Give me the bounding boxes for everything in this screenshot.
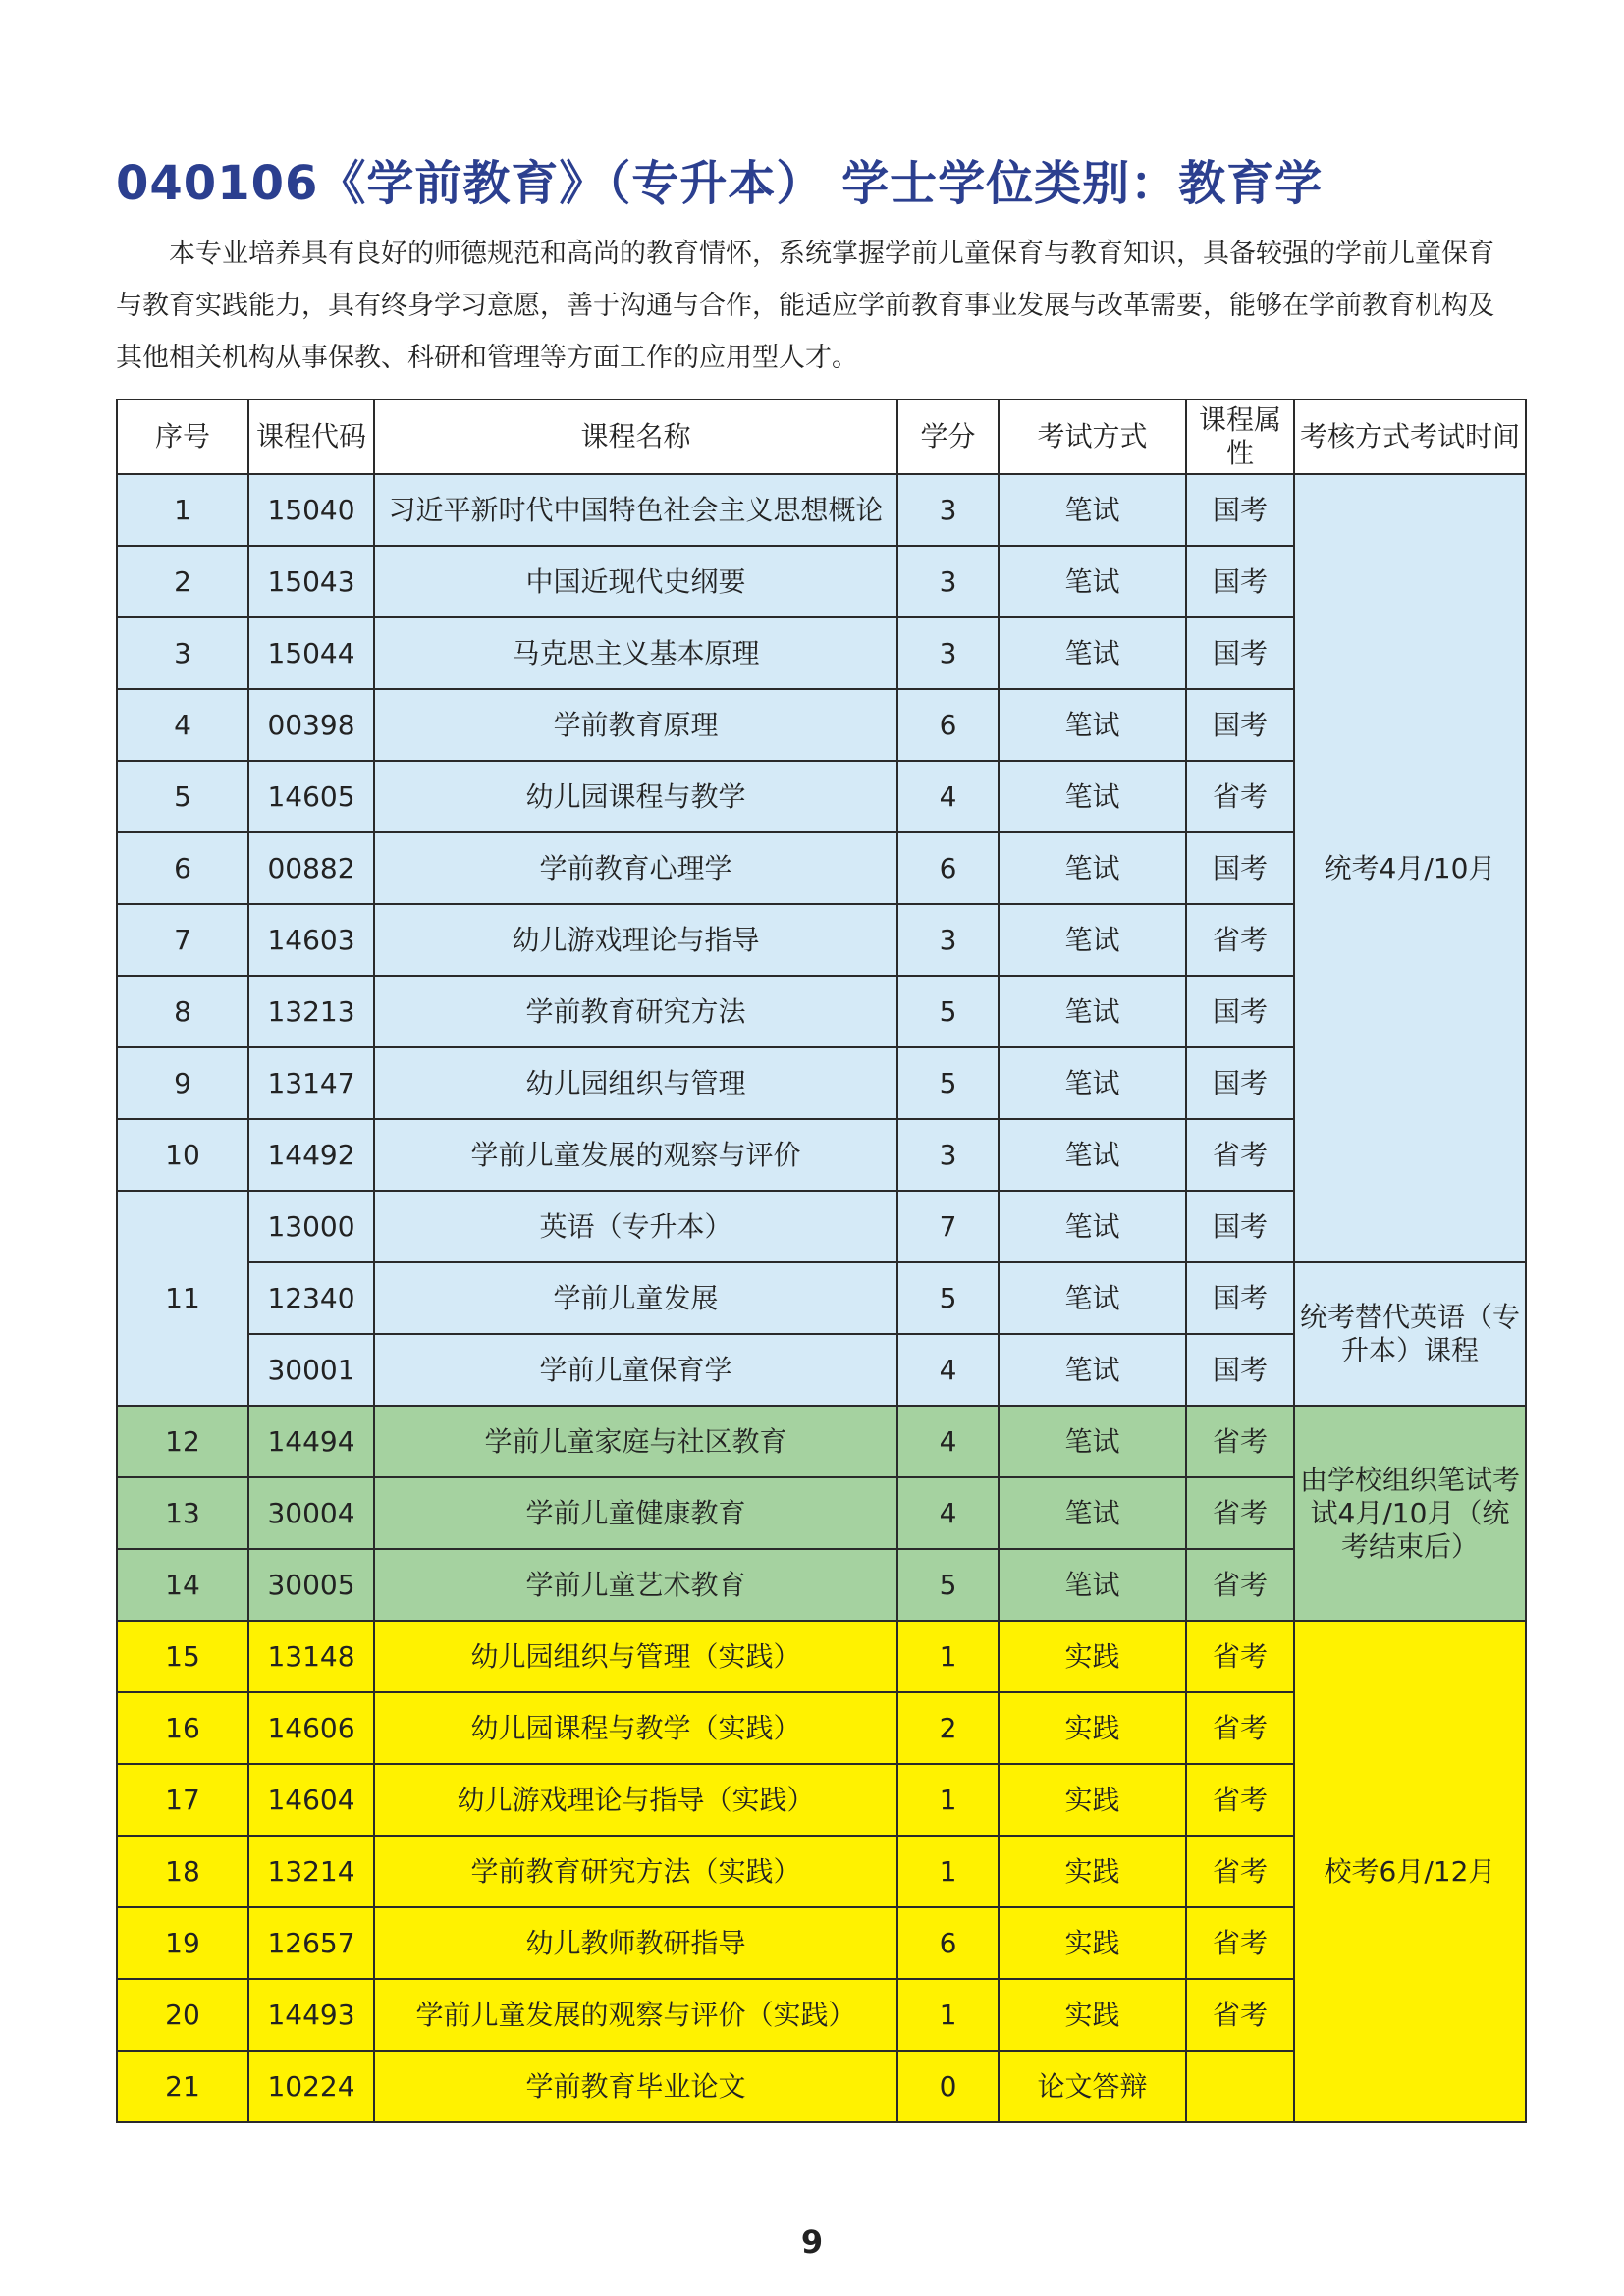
cell-no: 5	[117, 761, 248, 832]
cell-attr: 国考	[1186, 832, 1294, 904]
cell-attr: 省考	[1186, 761, 1294, 832]
cell-attr	[1186, 2051, 1294, 2122]
cell-attr: 国考	[1186, 617, 1294, 689]
cell-name: 学前儿童发展	[374, 1262, 897, 1334]
page-title: 040106《学前教育》（专升本） 学士学位类别：教育学	[116, 156, 1324, 211]
cell-name: 幼儿园课程与教学（实践）	[374, 1692, 897, 1764]
header-attr: 课程属性	[1186, 400, 1294, 474]
assess-school-exam: 校考6月/12月	[1294, 1621, 1526, 2122]
cell-name: 学前儿童保育学	[374, 1334, 897, 1406]
cell-no: 12	[117, 1406, 248, 1477]
cell-code: 14606	[248, 1692, 374, 1764]
cell-name: 学前儿童艺术教育	[374, 1549, 897, 1621]
cell-exam: 笔试	[999, 474, 1186, 546]
cell-no: 9	[117, 1047, 248, 1119]
cell-exam: 论文答辩	[999, 2051, 1186, 2122]
cell-credit: 1	[897, 1979, 999, 2051]
cell-name: 马克思主义基本原理	[374, 617, 897, 689]
cell-exam: 笔试	[999, 617, 1186, 689]
cell-attr: 省考	[1186, 1979, 1294, 2051]
cell-exam: 实践	[999, 1907, 1186, 1979]
cell-credit: 3	[897, 904, 999, 976]
cell-credit: 1	[897, 1836, 999, 1907]
cell-exam: 笔试	[999, 1334, 1186, 1406]
cell-attr: 国考	[1186, 976, 1294, 1047]
cell-exam: 实践	[999, 1836, 1186, 1907]
cell-name: 幼儿园组织与管理（实践）	[374, 1621, 897, 1692]
cell-code: 30001	[248, 1334, 374, 1406]
cell-no: 21	[117, 2051, 248, 2122]
cell-name: 英语（专升本）	[374, 1191, 897, 1262]
cell-name: 学前教育研究方法（实践）	[374, 1836, 897, 1907]
cell-exam: 笔试	[999, 546, 1186, 617]
cell-name: 幼儿园课程与教学	[374, 761, 897, 832]
cell-name: 学前教育原理	[374, 689, 897, 761]
cell-code: 14605	[248, 761, 374, 832]
cell-code: 15044	[248, 617, 374, 689]
cell-name: 学前教育毕业论文	[374, 2051, 897, 2122]
cell-name: 学前儿童健康教育	[374, 1477, 897, 1549]
cell-code: 30004	[248, 1477, 374, 1549]
page-number: 9	[800, 2223, 824, 2261]
cell-code: 15043	[248, 546, 374, 617]
header-name: 课程名称	[374, 400, 897, 474]
cell-credit: 3	[897, 1119, 999, 1191]
cell-name: 学前儿童发展的观察与评价	[374, 1119, 897, 1191]
cell-no: 13	[117, 1477, 248, 1549]
cell-code: 14603	[248, 904, 374, 976]
cell-name: 学前儿童发展的观察与评价（实践）	[374, 1979, 897, 2051]
cell-code: 14493	[248, 1979, 374, 2051]
cell-no: 16	[117, 1692, 248, 1764]
cell-attr: 省考	[1186, 1549, 1294, 1621]
cell-attr: 国考	[1186, 689, 1294, 761]
cell-code: 12340	[248, 1262, 374, 1334]
cell-name: 幼儿教师教研指导	[374, 1907, 897, 1979]
cell-code: 13148	[248, 1621, 374, 1692]
cell-no: 18	[117, 1836, 248, 1907]
table-header-row	[117, 400, 1526, 474]
cell-credit: 3	[897, 617, 999, 689]
cell-exam: 笔试	[999, 1119, 1186, 1191]
cell-code: 15040	[248, 474, 374, 546]
cell-code: 30005	[248, 1549, 374, 1621]
cell-credit: 3	[897, 474, 999, 546]
cell-credit: 6	[897, 689, 999, 761]
cell-code: 14604	[248, 1764, 374, 1836]
cell-credit: 4	[897, 1477, 999, 1549]
cell-attr: 省考	[1186, 1907, 1294, 1979]
cell-credit: 5	[897, 1262, 999, 1334]
cell-exam: 笔试	[999, 904, 1186, 976]
cell-exam: 笔试	[999, 1191, 1186, 1262]
assess-unified: 统考4月/10月	[1294, 474, 1526, 1262]
cell-name: 学前教育研究方法	[374, 976, 897, 1047]
cell-attr: 国考	[1186, 1262, 1294, 1334]
cell-code: 13000	[248, 1191, 374, 1262]
cell-no: 10	[117, 1119, 248, 1191]
cell-exam: 笔试	[999, 1047, 1186, 1119]
cell-no: 11	[117, 1191, 248, 1406]
cell-no: 15	[117, 1621, 248, 1692]
program-description: 本专业培养具有良好的师德规范和高尚的教育情怀，系统掌握学前儿童保育与教育知识，具备较强的学前儿童保育与教育实践能力，具有终身学习意愿，善于沟通与合作，能适应学前教育事业发展与改革需要，能够在学前教育机构及其他相关机构从事保教、科研和管理等方面工作的应用型人才。	[116, 239, 1494, 373]
cell-credit: 1	[897, 1764, 999, 1836]
cell-no: 20	[117, 1979, 248, 2051]
cell-name: 幼儿游戏理论与指导（实践）	[374, 1764, 897, 1836]
cell-exam: 实践	[999, 1621, 1186, 1692]
cell-attr: 省考	[1186, 1477, 1294, 1549]
cell-credit: 1	[897, 1621, 999, 1692]
assess-school-written: 由学校组织笔试考试4月/10月（统考结束后）	[1294, 1406, 1526, 1621]
course-table	[116, 399, 1527, 2123]
cell-exam: 笔试	[999, 1406, 1186, 1477]
cell-credit: 5	[897, 976, 999, 1047]
cell-no: 14	[117, 1549, 248, 1621]
table-row	[117, 1406, 1526, 1477]
cell-attr: 省考	[1186, 1836, 1294, 1907]
cell-no: 4	[117, 689, 248, 761]
cell-code: 00398	[248, 689, 374, 761]
table-row	[117, 474, 1526, 546]
cell-no: 6	[117, 832, 248, 904]
cell-attr: 国考	[1186, 474, 1294, 546]
cell-no: 3	[117, 617, 248, 689]
cell-credit: 5	[897, 1047, 999, 1119]
header-exam: 考试方式	[999, 400, 1186, 474]
cell-name: 幼儿游戏理论与指导	[374, 904, 897, 976]
cell-no: 2	[117, 546, 248, 617]
cell-name: 中国近现代史纲要	[374, 546, 897, 617]
cell-exam: 笔试	[999, 832, 1186, 904]
cell-credit: 5	[897, 1549, 999, 1621]
cell-attr: 省考	[1186, 1764, 1294, 1836]
cell-name: 学前儿童家庭与社区教育	[374, 1406, 897, 1477]
cell-credit: 7	[897, 1191, 999, 1262]
cell-code: 00882	[248, 832, 374, 904]
cell-exam: 笔试	[999, 1549, 1186, 1621]
cell-code: 13213	[248, 976, 374, 1047]
cell-code: 13214	[248, 1836, 374, 1907]
cell-exam: 笔试	[999, 1262, 1186, 1334]
cell-no: 7	[117, 904, 248, 976]
cell-attr: 省考	[1186, 904, 1294, 976]
header-assess: 考核方式考试时间	[1294, 400, 1526, 474]
cell-credit: 0	[897, 2051, 999, 2122]
table-row	[117, 1621, 1526, 1692]
cell-attr: 省考	[1186, 1406, 1294, 1477]
cell-attr: 省考	[1186, 1692, 1294, 1764]
header-credit: 学分	[897, 400, 999, 474]
cell-credit: 2	[897, 1692, 999, 1764]
cell-attr: 国考	[1186, 546, 1294, 617]
cell-no: 17	[117, 1764, 248, 1836]
cell-exam: 笔试	[999, 1477, 1186, 1549]
cell-attr: 国考	[1186, 1191, 1294, 1262]
cell-code: 14492	[248, 1119, 374, 1191]
cell-credit: 4	[897, 761, 999, 832]
cell-code: 10224	[248, 2051, 374, 2122]
cell-code: 14494	[248, 1406, 374, 1477]
cell-exam: 实践	[999, 1692, 1186, 1764]
cell-attr: 省考	[1186, 1621, 1294, 1692]
header-code: 课程代码	[248, 400, 374, 474]
header-no: 序号	[117, 400, 248, 474]
cell-credit: 6	[897, 1907, 999, 1979]
cell-credit: 6	[897, 832, 999, 904]
table-row	[117, 1262, 1526, 1334]
cell-name: 学前教育心理学	[374, 832, 897, 904]
cell-attr: 省考	[1186, 1119, 1294, 1191]
cell-credit: 4	[897, 1406, 999, 1477]
cell-no: 1	[117, 474, 248, 546]
cell-exam: 实践	[999, 1764, 1186, 1836]
cell-credit: 3	[897, 546, 999, 617]
cell-credit: 4	[897, 1334, 999, 1406]
cell-name: 习近平新时代中国特色社会主义思想概论	[374, 474, 897, 546]
cell-attr: 国考	[1186, 1047, 1294, 1119]
cell-no: 8	[117, 976, 248, 1047]
cell-no: 19	[117, 1907, 248, 1979]
cell-exam: 笔试	[999, 761, 1186, 832]
cell-name: 幼儿园组织与管理	[374, 1047, 897, 1119]
cell-exam: 实践	[999, 1979, 1186, 2051]
cell-attr: 国考	[1186, 1334, 1294, 1406]
assess-english-alt: 统考替代英语（专升本）课程	[1294, 1262, 1526, 1406]
cell-code: 12657	[248, 1907, 374, 1979]
cell-exam: 笔试	[999, 976, 1186, 1047]
cell-code: 13147	[248, 1047, 374, 1119]
cell-exam: 笔试	[999, 689, 1186, 761]
